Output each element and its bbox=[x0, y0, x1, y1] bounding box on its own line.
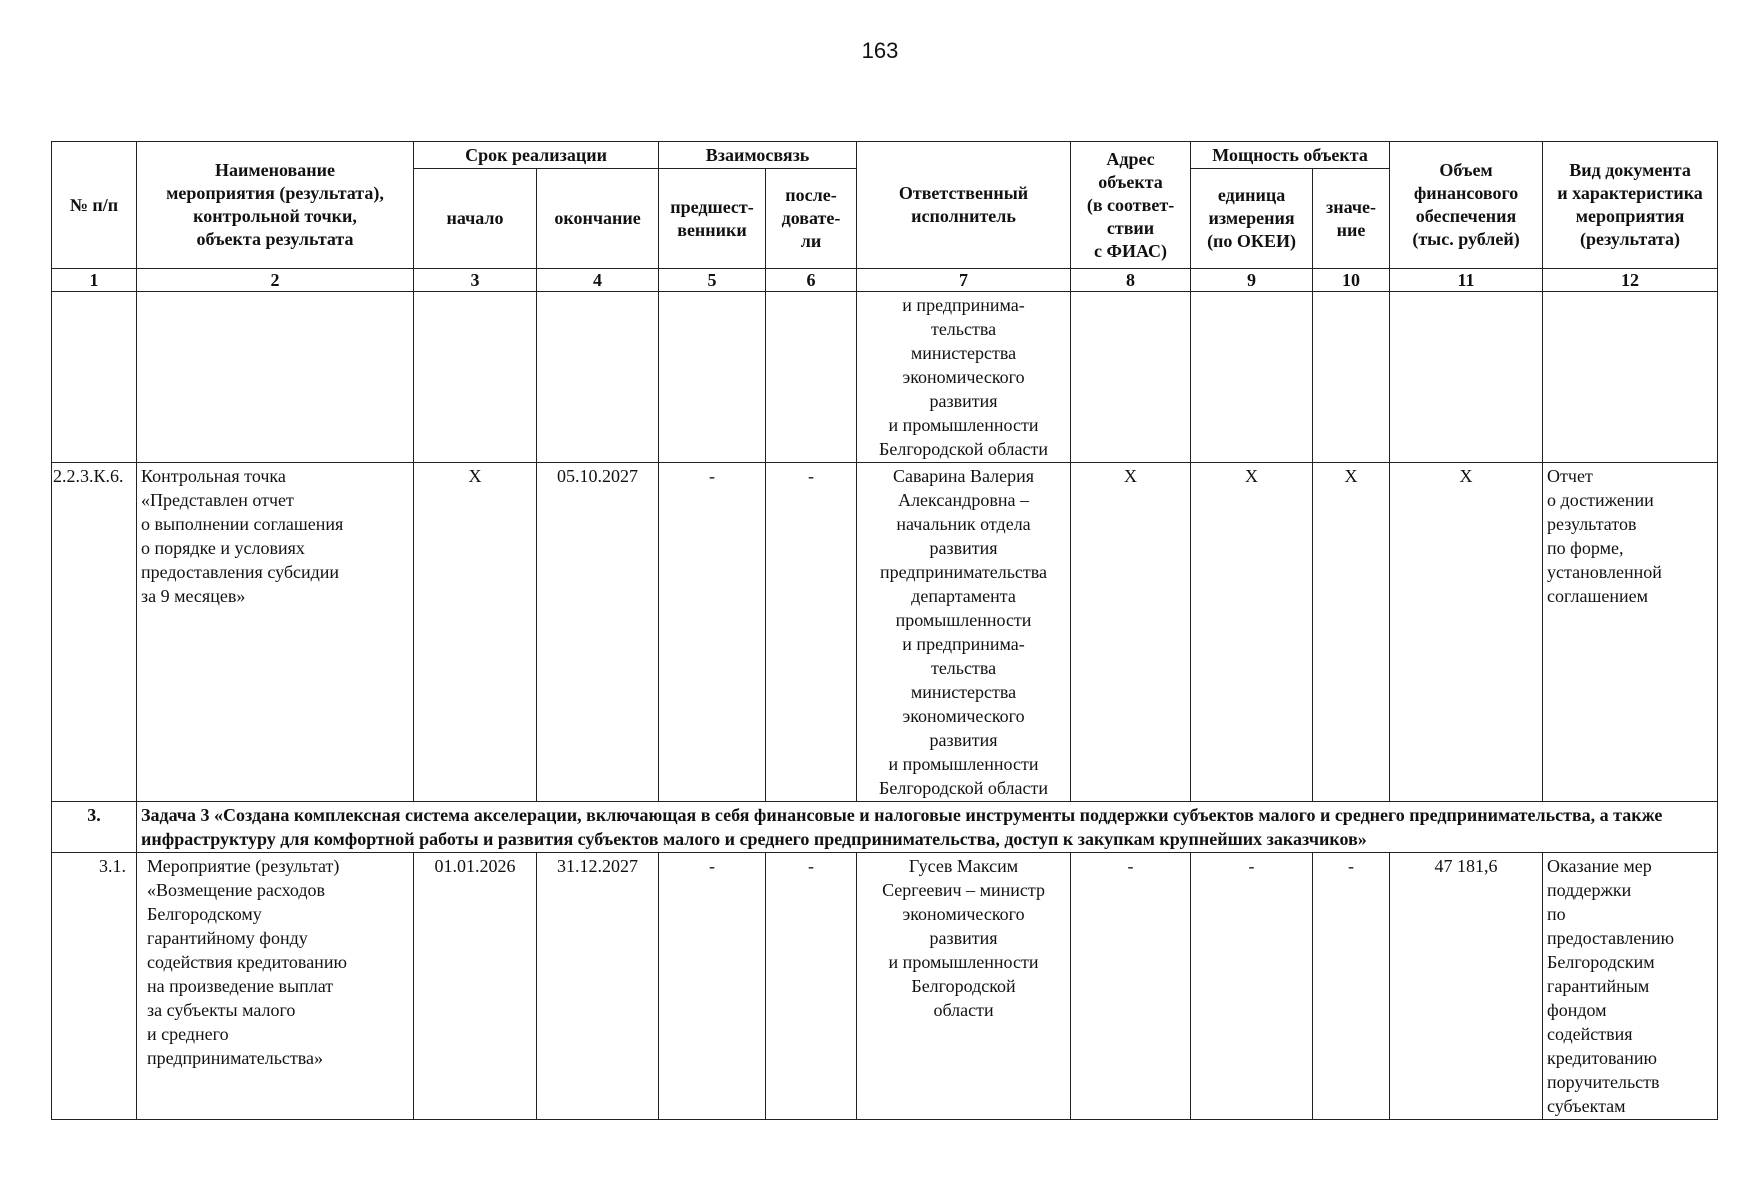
header-num: № п/п bbox=[52, 142, 137, 269]
cell-responsible: Гусев Максим Сергеевич – министр экономического развития и промышленности Белгородской области bbox=[857, 853, 1071, 1120]
header-relation: Взаимосвязь bbox=[659, 142, 857, 169]
column-number: 9 bbox=[1191, 269, 1313, 292]
table-row-continuation bbox=[52, 292, 1718, 463]
header-value: значе- ние bbox=[1313, 169, 1390, 269]
cell-responsible: Саварина Валерия Александровна – начальник отдела развития предпринимательства департамента промышленности и предпринима- тельства министерства экономического развития и промышленности Белгородской области bbox=[857, 463, 1071, 802]
header-capacity: Мощность объекта bbox=[1191, 142, 1390, 169]
cell-name: Мероприятие (результат) «Возмещение расходов Белгородскому гарантийному фонду содействия кредитованию на произведение выплат за субъекты малого и среднего предпринимательства» bbox=[137, 853, 414, 1120]
table-row-task-3 bbox=[52, 802, 1718, 853]
header-end: окончание bbox=[537, 169, 659, 269]
header-period: Срок реализации bbox=[414, 142, 659, 169]
column-number: 5 bbox=[659, 269, 766, 292]
column-number: 4 bbox=[537, 269, 659, 292]
header-address: Адрес объекта (в соответ- ствии с ФИАС) bbox=[1071, 142, 1191, 269]
column-number: 8 bbox=[1071, 269, 1191, 292]
cell-unit: - bbox=[1191, 853, 1313, 1120]
header-successors: после- довате- ли bbox=[766, 169, 857, 269]
column-number: 10 bbox=[1313, 269, 1390, 292]
cell-num: 2.2.3.К.6. bbox=[52, 463, 137, 802]
cell-successors: - bbox=[766, 853, 857, 1120]
header-funding: Объем финансового обеспечения (тыс. рублей) bbox=[1390, 142, 1543, 269]
cell-doc-type: Оказание мер поддержки по предоставлению Белгородским гарантийным фондом содействия кредитованию поручительств субъектам bbox=[1543, 853, 1718, 1120]
header-unit: единица измерения (по ОКЕИ) bbox=[1191, 169, 1313, 269]
cell-funding: 47 181,6 bbox=[1390, 853, 1543, 1120]
column-number: 1 bbox=[52, 269, 137, 292]
cell-successors: - bbox=[766, 463, 857, 802]
cell-start: 01.01.2026 bbox=[414, 853, 537, 1120]
cell-num: 3.1. bbox=[52, 853, 137, 1120]
column-number: 7 bbox=[857, 269, 1071, 292]
column-number: 11 bbox=[1390, 269, 1543, 292]
cell-unit: Х bbox=[1191, 463, 1313, 802]
cell-responsible: и предпринима- тельства министерства экономического развития и промышленности Белгородской области bbox=[857, 292, 1071, 463]
cell-num: 3. bbox=[52, 802, 137, 853]
column-number: 3 bbox=[414, 269, 537, 292]
cell-name: Контрольная точка «Представлен отчет о выполнении соглашения о порядке и условиях предоставления субсидии за 9 месяцев» bbox=[137, 463, 414, 802]
cell-funding: Х bbox=[1390, 463, 1543, 802]
cell-address: - bbox=[1071, 853, 1191, 1120]
task-3-title: Задача 3 «Создана комплексная система акселерации, включающая в себя финансовые и налоговые инструменты поддержки субъектов малого и среднего предпринимательства, а также инфраструктуру для комфортной работы и развития субъектов малого и среднего предпринимательства, доступ к закупкам крупнейших заказчиков» bbox=[137, 802, 1718, 853]
header-doc-type: Вид документа и характеристика мероприятия (результата) bbox=[1543, 142, 1718, 269]
table-row-3-1 bbox=[52, 853, 1718, 1120]
column-number: 12 bbox=[1543, 269, 1718, 292]
page-number: 163 bbox=[861, 38, 899, 63]
cell-value: - bbox=[1313, 853, 1390, 1120]
cell-address: Х bbox=[1071, 463, 1191, 802]
implementation-plan-table bbox=[51, 141, 1718, 1120]
header-start: начало bbox=[414, 169, 537, 269]
cell-end: 31.12.2027 bbox=[537, 853, 659, 1120]
column-number: 2 bbox=[137, 269, 414, 292]
cell-predecessors: - bbox=[659, 463, 766, 802]
cell-predecessors: - bbox=[659, 853, 766, 1120]
column-number: 6 bbox=[766, 269, 857, 292]
header-responsible: Ответственный исполнитель bbox=[857, 142, 1071, 269]
cell-value: Х bbox=[1313, 463, 1390, 802]
table-row-2-2-3-k6 bbox=[52, 463, 1718, 802]
header-name: Наименование мероприятия (результата), контрольной точки, объекта результата bbox=[137, 142, 414, 269]
cell-start: Х bbox=[414, 463, 537, 802]
cell-doc-type: Отчет о достижении результатов по форме, установленной соглашением bbox=[1543, 463, 1718, 802]
cell-end: 05.10.2027 bbox=[537, 463, 659, 802]
header-predecessors: предшест- венники bbox=[659, 169, 766, 269]
